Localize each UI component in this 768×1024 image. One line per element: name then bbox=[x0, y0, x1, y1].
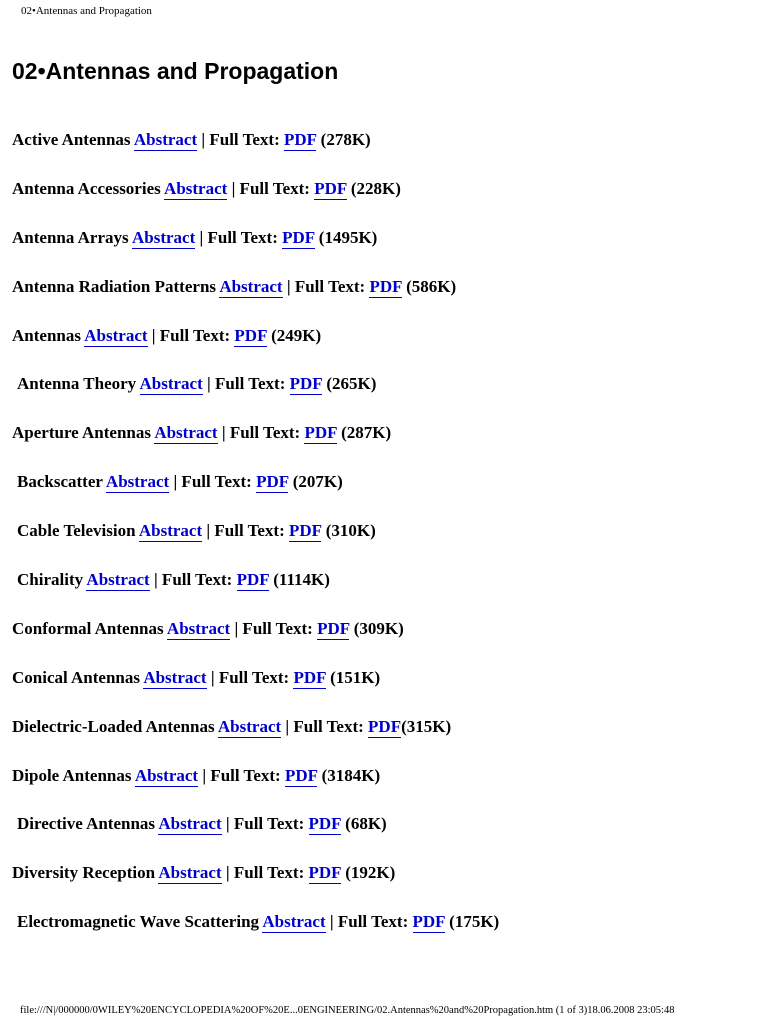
abstract-link[interactable]: Abstract bbox=[105, 472, 170, 492]
pdf-link[interactable]: PDF bbox=[293, 667, 326, 687]
full-text-label: | Full Text: bbox=[225, 814, 305, 834]
full-text-label: | Full Text: bbox=[153, 570, 233, 590]
list-item bbox=[0, 664, 768, 713]
list-item bbox=[0, 810, 768, 859]
abstract-link[interactable]: Abstract bbox=[134, 765, 199, 785]
entry-name: Antenna Theory bbox=[17, 374, 137, 394]
full-text-label: | Full Text: bbox=[285, 716, 364, 736]
list-item bbox=[0, 517, 768, 566]
abstract-link[interactable]: Abstract bbox=[138, 521, 203, 541]
entry-name: Conical Antennas bbox=[12, 667, 140, 687]
entry-name: Backscatter bbox=[17, 472, 103, 492]
page-title: 02•Antennas and Propagation bbox=[12, 58, 339, 84]
file-size: (1114K) bbox=[273, 570, 330, 590]
abstract-link[interactable]: Abstract bbox=[158, 863, 222, 883]
list-item bbox=[0, 419, 768, 468]
abstract-link[interactable]: Abstract bbox=[164, 178, 228, 198]
pdf-link[interactable]: PDF bbox=[412, 912, 445, 932]
pdf-link[interactable]: PDF bbox=[234, 325, 267, 345]
list-item bbox=[0, 224, 768, 273]
list-item bbox=[0, 370, 768, 419]
pdf-link[interactable]: PDF bbox=[283, 130, 317, 149]
list-item bbox=[0, 322, 768, 371]
list-item bbox=[0, 762, 768, 811]
list-item bbox=[0, 566, 768, 615]
file-size: (228K) bbox=[350, 178, 401, 198]
entry-name: Active Antennas bbox=[12, 130, 131, 149]
file-size: (68K) bbox=[345, 814, 387, 834]
entry-name: Aperture Antennas bbox=[12, 423, 151, 443]
full-text-label: | Full Text: bbox=[234, 618, 313, 638]
full-text-label: | Full Text: bbox=[329, 912, 409, 932]
full-text-label: | Full Text: bbox=[221, 423, 301, 443]
full-text-label: | Full Text: bbox=[206, 521, 285, 541]
pdf-link[interactable]: PDF bbox=[317, 618, 350, 638]
file-size: (586K) bbox=[406, 276, 457, 296]
pdf-link[interactable]: PDF bbox=[314, 178, 347, 198]
file-size: (151K) bbox=[330, 667, 381, 687]
file-size: (175K) bbox=[449, 912, 500, 932]
file-path-footer: file:///N|/000000/0WILEY%20ENCYCLOPEDIA%20OF%20E...0ENGINEERING/02.Antennas%20and%20Propagation.htm (1 of 3)18.06.2008 23:05:48 bbox=[20, 1005, 675, 1016]
pdf-link[interactable]: PDF bbox=[256, 472, 289, 492]
entry-name: Chirality bbox=[17, 570, 84, 590]
pdf-link[interactable]: PDF bbox=[369, 276, 402, 296]
pdf-link[interactable]: PDF bbox=[308, 863, 341, 883]
list-item bbox=[0, 468, 768, 517]
file-size: (287K) bbox=[341, 423, 392, 443]
entry-name: Directive Antennas bbox=[17, 814, 156, 834]
pdf-link[interactable]: PDF bbox=[368, 716, 402, 736]
pdf-link[interactable]: PDF bbox=[289, 521, 322, 541]
abstract-link[interactable]: Abstract bbox=[158, 814, 222, 834]
file-size: (310K) bbox=[325, 521, 376, 541]
file-size: (207K) bbox=[292, 472, 343, 492]
file-size: (3184K) bbox=[321, 765, 381, 785]
entry-name: Antenna Arrays bbox=[12, 227, 129, 247]
entry-name: Diversity Reception bbox=[12, 863, 156, 883]
entry-name: Cable Television bbox=[17, 521, 136, 541]
pdf-link[interactable]: PDF bbox=[304, 423, 337, 443]
entry-name: Electromagnetic Wave Scattering bbox=[17, 912, 260, 932]
abstract-link[interactable]: Abstract bbox=[131, 227, 196, 247]
list-item bbox=[0, 615, 768, 664]
file-size: (192K) bbox=[345, 863, 396, 883]
full-text-label: | Full Text: bbox=[225, 863, 305, 883]
entry-name: Antenna Accessories bbox=[12, 178, 161, 198]
pdf-link[interactable]: PDF bbox=[289, 374, 323, 394]
pdf-link[interactable]: PDF bbox=[236, 570, 269, 590]
full-text-label: | Full Text: bbox=[210, 667, 290, 687]
file-size: (309K) bbox=[353, 618, 404, 638]
entry-name: Dipole Antennas bbox=[12, 765, 132, 785]
list-item bbox=[0, 175, 768, 224]
file-size: (278K) bbox=[320, 130, 371, 149]
abstract-link[interactable]: Abstract bbox=[219, 276, 283, 296]
list-item bbox=[0, 908, 768, 957]
abstract-link[interactable]: Abstract bbox=[166, 618, 231, 638]
file-size: (249K) bbox=[271, 325, 322, 345]
full-text-label: | Full Text: bbox=[199, 227, 278, 247]
file-size: (265K) bbox=[326, 374, 377, 394]
abstract-link[interactable]: Abstract bbox=[143, 667, 207, 687]
abstract-link[interactable]: Abstract bbox=[217, 716, 282, 736]
file-size: (1495K) bbox=[318, 227, 378, 247]
full-text-label: | Full Text: bbox=[207, 374, 286, 394]
abstract-link[interactable]: Abstract bbox=[154, 423, 218, 443]
abstract-link[interactable]: Abstract bbox=[262, 912, 326, 932]
list-item bbox=[0, 713, 768, 762]
entry-name: Antennas bbox=[12, 325, 81, 345]
abstract-link[interactable]: Abstract bbox=[133, 130, 198, 149]
running-header: 02•Antennas and Propagation bbox=[21, 5, 152, 17]
abstract-link[interactable]: Abstract bbox=[84, 325, 148, 345]
full-text-label: | Full Text: bbox=[286, 276, 366, 296]
list-item bbox=[0, 859, 768, 908]
list-item bbox=[0, 126, 768, 175]
entry-list bbox=[0, 126, 768, 957]
full-text-label: | Full Text: bbox=[151, 325, 231, 345]
pdf-link[interactable]: PDF bbox=[282, 227, 315, 247]
full-text-label: | Full Text: bbox=[202, 765, 281, 785]
entry-name: Antenna Radiation Patterns bbox=[12, 276, 217, 296]
abstract-link[interactable]: Abstract bbox=[139, 374, 203, 394]
list-item bbox=[0, 273, 768, 322]
entry-name: Conformal Antennas bbox=[12, 618, 164, 638]
pdf-link[interactable]: PDF bbox=[308, 814, 341, 834]
file-size: (315K) bbox=[401, 716, 452, 736]
full-text-label: | Full Text: bbox=[173, 472, 252, 492]
pdf-link[interactable]: PDF bbox=[284, 765, 318, 785]
abstract-link[interactable]: Abstract bbox=[86, 570, 150, 590]
full-text-label: | Full Text: bbox=[201, 130, 280, 149]
full-text-label: | Full Text: bbox=[231, 178, 310, 198]
entry-name: Dielectric-Loaded Antennas bbox=[12, 716, 215, 736]
